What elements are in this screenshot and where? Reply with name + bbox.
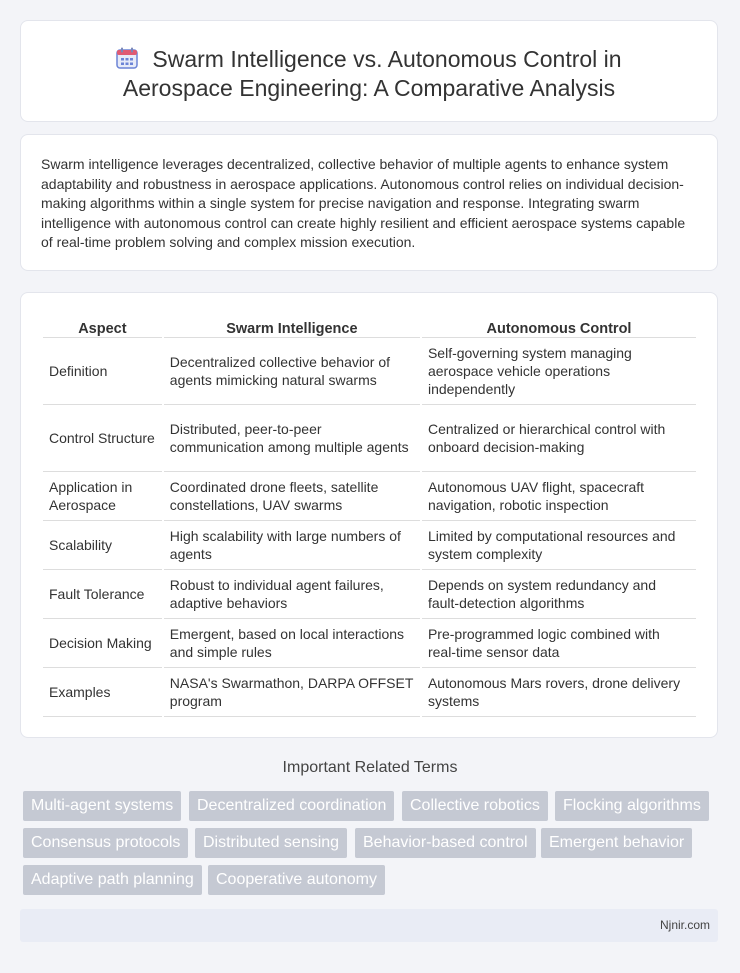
swarm-cell: Emergent, based on local interactions and simple rules [164, 619, 420, 668]
table-row [43, 668, 696, 717]
term-tag[interactable]: Distributed sensing [195, 828, 347, 858]
autonomous-cell: Centralized or hierarchical control with onboard decision-making [422, 405, 696, 472]
table-row [43, 338, 696, 405]
autonomous-cell: Limited by computational resources and system complexity [422, 521, 696, 570]
header-autonomous: Autonomous Control [422, 315, 696, 338]
term-tag[interactable]: Collective robotics [402, 791, 548, 821]
header-swarm: Swarm Intelligence [164, 315, 420, 338]
title-card [20, 20, 718, 122]
title-line-1: Swarm Intelligence vs. Autonomous Control in [152, 46, 622, 72]
swarm-cell: Robust to individual agent failures, adaptive behaviors [164, 570, 420, 619]
summary-card [20, 134, 718, 271]
swarm-cell: NASA's Swarmathon, DARPA OFFSET program [164, 668, 420, 717]
autonomous-cell: Self-governing system managing aerospace vehicle operations independently [422, 338, 696, 405]
footer [20, 909, 718, 942]
table-row [43, 619, 696, 668]
aspect-cell: Control Structure [43, 405, 162, 472]
table-row [43, 472, 696, 521]
autonomous-cell: Autonomous Mars rovers, drone delivery systems [422, 668, 696, 717]
comparison-table [41, 315, 698, 717]
autonomous-cell: Depends on system redundancy and fault-detection algorithms [422, 570, 696, 619]
term-tag[interactable]: Emergent behavior [541, 828, 692, 858]
aspect-cell: Decision Making [43, 619, 162, 668]
autonomous-cell: Autonomous UAV flight, spacecraft navigation, robotic inspection [422, 472, 696, 521]
related-terms-heading: Important Related Terms [282, 759, 458, 776]
term-tag[interactable]: Adaptive path planning [23, 865, 202, 895]
term-tag[interactable]: Multi-agent systems [23, 791, 181, 821]
table-row [43, 570, 696, 619]
term-tag[interactable]: Decentralized coordination [189, 791, 394, 821]
header-aspect: Aspect [43, 315, 162, 338]
footer-site-link[interactable]: Njnir.com [659, 918, 710, 932]
autonomous-cell: Pre-programmed logic combined with real-time sensor data [422, 619, 696, 668]
aspect-cell: Application in Aerospace [43, 472, 162, 521]
table-header-row [43, 315, 696, 338]
term-tag[interactable]: Flocking algorithms [555, 791, 709, 821]
summary-text: Swarm intelligence leverages decentralized, collective behavior of multiple agents to enhance system adaptability and robustness in aerospace applications. Autonomous control relies on individual decision-making algorithms within a single system for precise navigation and response. Integrating swarm intelligence with autonomous control can create highly resilient and efficient aerospace systems capable of real-time problem solving and complex mission execution. [41, 156, 686, 250]
table-row [43, 405, 696, 472]
swarm-cell: High scalability with large numbers of agents [164, 521, 420, 570]
page-title [21, 45, 717, 103]
title-line-2: Aerospace Engineering: A Comparative Analysis [122, 75, 616, 101]
aspect-cell: Examples [43, 668, 162, 717]
calendar-icon [116, 47, 138, 69]
swarm-cell: Coordinated drone fleets, satellite constellations, UAV swarms [164, 472, 420, 521]
aspect-cell: Definition [43, 338, 162, 405]
table-row [43, 521, 696, 570]
term-tag[interactable]: Cooperative autonomy [208, 865, 385, 895]
term-tag[interactable]: Consensus protocols [23, 828, 188, 858]
comparison-table-card [20, 292, 718, 738]
term-tag[interactable]: Behavior-based control [355, 828, 536, 858]
aspect-cell: Fault Tolerance [43, 570, 162, 619]
swarm-cell: Distributed, peer-to-peer communication among multiple agents [164, 405, 420, 472]
swarm-cell: Decentralized collective behavior of agents mimicking natural swarms [164, 338, 420, 405]
aspect-cell: Scalability [43, 521, 162, 570]
